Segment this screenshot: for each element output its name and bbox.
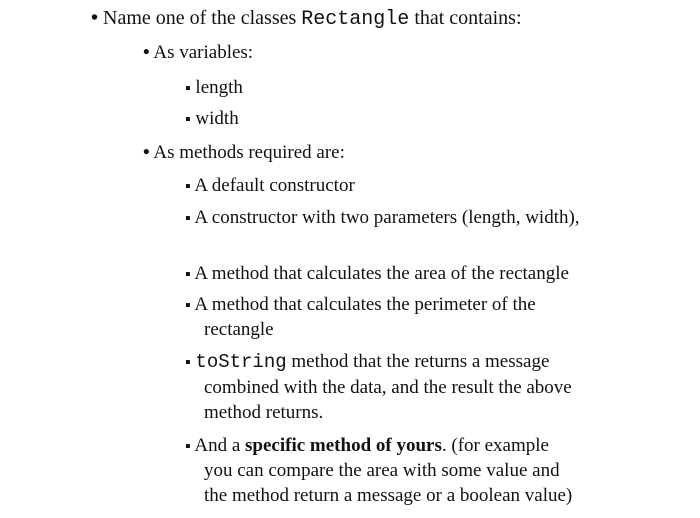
bullet-square: ▪ — [185, 354, 191, 371]
method-default-constructor — [185, 174, 355, 199]
variable-width — [185, 107, 239, 132]
item-class-name-pre: Name one of the classes — [103, 7, 302, 29]
method-specific-line2: you can compare the area with some value and — [204, 460, 560, 481]
bullet-square: ▪ — [185, 210, 191, 227]
bullet-dot: • — [143, 42, 150, 63]
bullet-square: ▪ — [185, 80, 191, 97]
variables-heading — [143, 41, 253, 65]
tostring-code: toString — [195, 351, 287, 373]
variable-length-text: length — [195, 77, 243, 98]
variable-length — [185, 76, 243, 101]
bullet-square: ▪ — [185, 266, 191, 283]
method-area-text: A method that calculates the area of the rectangle — [194, 263, 569, 284]
method-param-constructor — [185, 206, 580, 231]
class-name-code: Rectangle — [301, 8, 410, 31]
methods-heading-text: As methods required are: — [153, 142, 345, 163]
method-default-constructor-text: A default constructor — [194, 175, 355, 196]
method-perimeter-line1: A method that calculates the perimeter of the — [194, 294, 536, 315]
variables-heading-text: As variables: — [153, 42, 254, 63]
item-class-name — [91, 6, 522, 32]
method-specific-bold: specific method of yours — [245, 435, 442, 456]
method-perimeter — [185, 293, 536, 318]
method-tostring — [185, 350, 549, 375]
method-tostring-line3: method returns. — [204, 402, 324, 423]
methods-heading — [143, 141, 345, 165]
method-specific-post: . (for example — [441, 435, 549, 456]
method-specific-line3: the method return a message or a boolean value) — [204, 485, 573, 506]
bullet-dot: • — [143, 142, 150, 163]
method-tostring-line2: combined with the data, and the result the above — [204, 377, 572, 398]
bullet-square: ▪ — [185, 178, 191, 195]
bullet-square: ▪ — [185, 297, 191, 314]
item-class-name-post: that contains: — [409, 7, 522, 29]
method-specific-pre: And a — [194, 435, 246, 456]
bullet-square: ▪ — [185, 438, 191, 455]
method-param-constructor-text: A constructor with two parameters (length, width), — [194, 207, 580, 228]
method-perimeter-line2: rectangle — [204, 319, 274, 340]
bullet-dot: • — [91, 7, 99, 29]
bullet-square: ▪ — [185, 111, 191, 128]
method-area — [185, 262, 569, 287]
method-tostring-line1-rest: method that the returns a message — [286, 351, 550, 372]
method-specific — [185, 434, 549, 459]
variable-width-text: width — [195, 108, 239, 129]
